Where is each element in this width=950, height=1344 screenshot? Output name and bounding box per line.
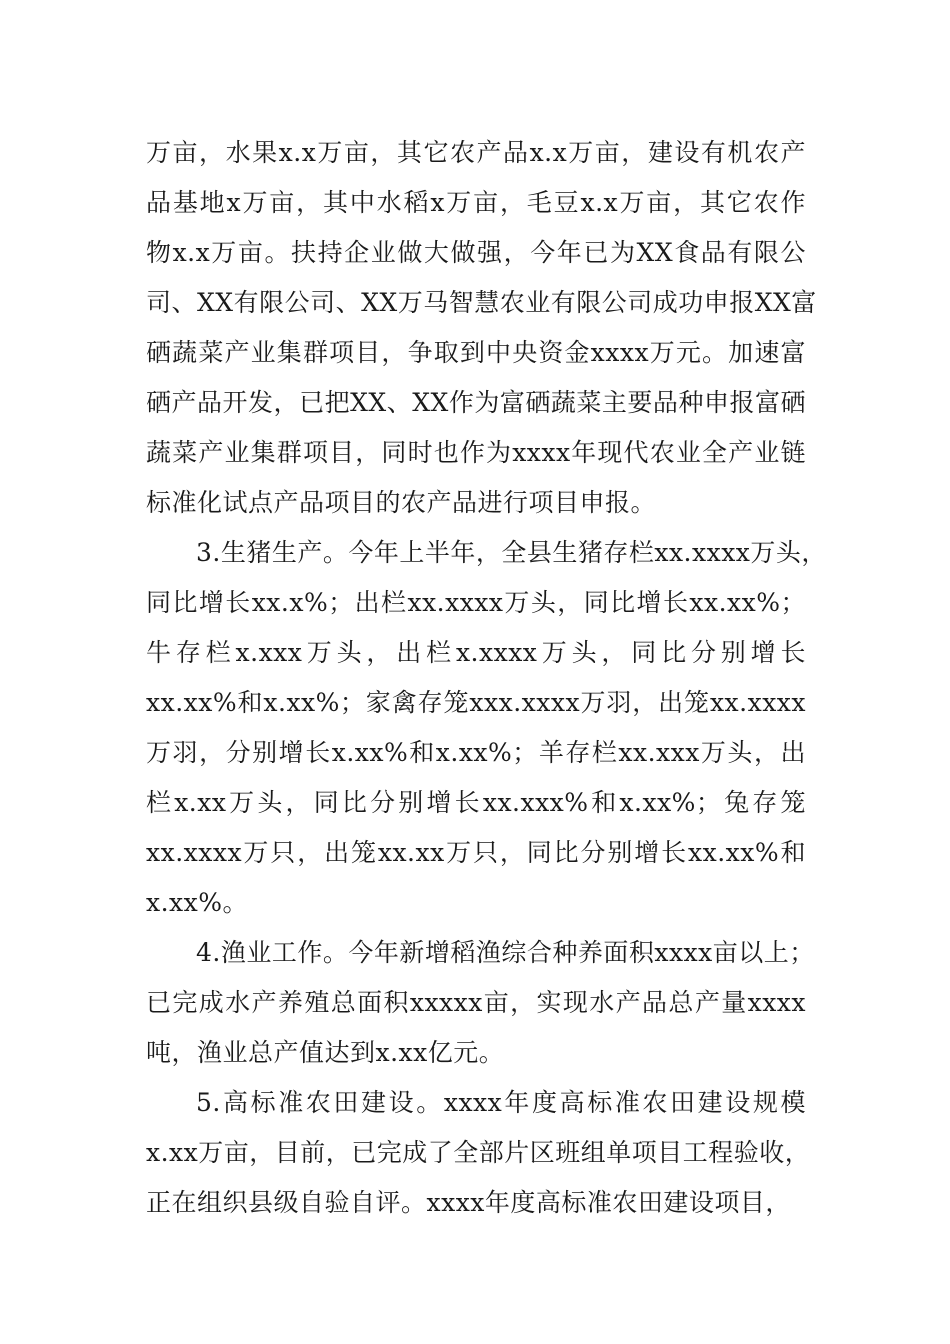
text-line: 4.渔业工作。今年新增稻渔综合种养面积xxxx亩以上； — [196, 938, 815, 967]
text-line: 吨，渔业总产值达到x.xx亿元。 — [146, 1038, 505, 1067]
text-line: 万羽，分别增长x.xx%和x.xx%；羊存栏xx.xxx万头，出 — [146, 738, 806, 767]
text-line: 硒蔬菜产业集群项目，争取到中央资金xxxx万元。加速富 — [146, 338, 806, 367]
text-line: x.xx%。 — [146, 888, 248, 917]
text-line: 5.高标准农田建设。xxxx年度高标准农田建设规模 — [196, 1088, 806, 1117]
text-line: 司、XX有限公司、XX万马智慧农业有限公司成功申报XX富 — [146, 288, 817, 317]
text-line: 正在组织县级自验自评。xxxx年度高标准农田建设项目， — [146, 1188, 791, 1217]
text-line: 万亩，水果x.x万亩，其它农产品x.x万亩，建设有机农产 — [146, 138, 806, 167]
text-line: 同比增长xx.x%；出栏xx.xxxx万头，同比增长xx.xx%； — [146, 588, 806, 617]
text-line: 标准化试点产品项目的农产品进行项目申报。 — [146, 488, 657, 517]
document-body — [146, 128, 827, 1228]
text-line: x.xx万亩，目前，已完成了全部片区班组单项目工程验收， — [146, 1138, 811, 1167]
text-line: 3.生猪生产。今年上半年，全县生猪存栏xx.xxxx万头， — [196, 538, 827, 567]
text-line: 栏x.xx万头，同比分别增长xx.xxx%和x.xx%；兔存笼 — [146, 788, 806, 817]
text-line: 已完成水产养殖总面积xxxxx亩，实现水产品总产量xxxx — [146, 988, 806, 1017]
text-line: 品基地x万亩，其中水稻x万亩，毛豆x.x万亩，其它农作 — [146, 188, 806, 217]
text-line: 牛存栏x.xxx万头，出栏x.xxxx万头，同比分别增长 — [146, 638, 806, 667]
text-line: 物x.x万亩。扶持企业做大做强，今年已为XX食品有限公 — [146, 238, 806, 267]
text-line: 硒产品开发，已把XX、XX作为富硒蔬菜主要品种申报富硒 — [146, 388, 806, 417]
text-line: xx.xx%和x.xx%；家禽存笼xxx.xxxx万羽，出笼xx.xxxx — [146, 688, 806, 717]
text-line: xx.xxxx万只，出笼xx.xx万只，同比分别增长xx.xx%和 — [146, 838, 806, 867]
text-line: 蔬菜产业集群项目，同时也作为xxxx年现代农业全产业链 — [146, 438, 806, 467]
